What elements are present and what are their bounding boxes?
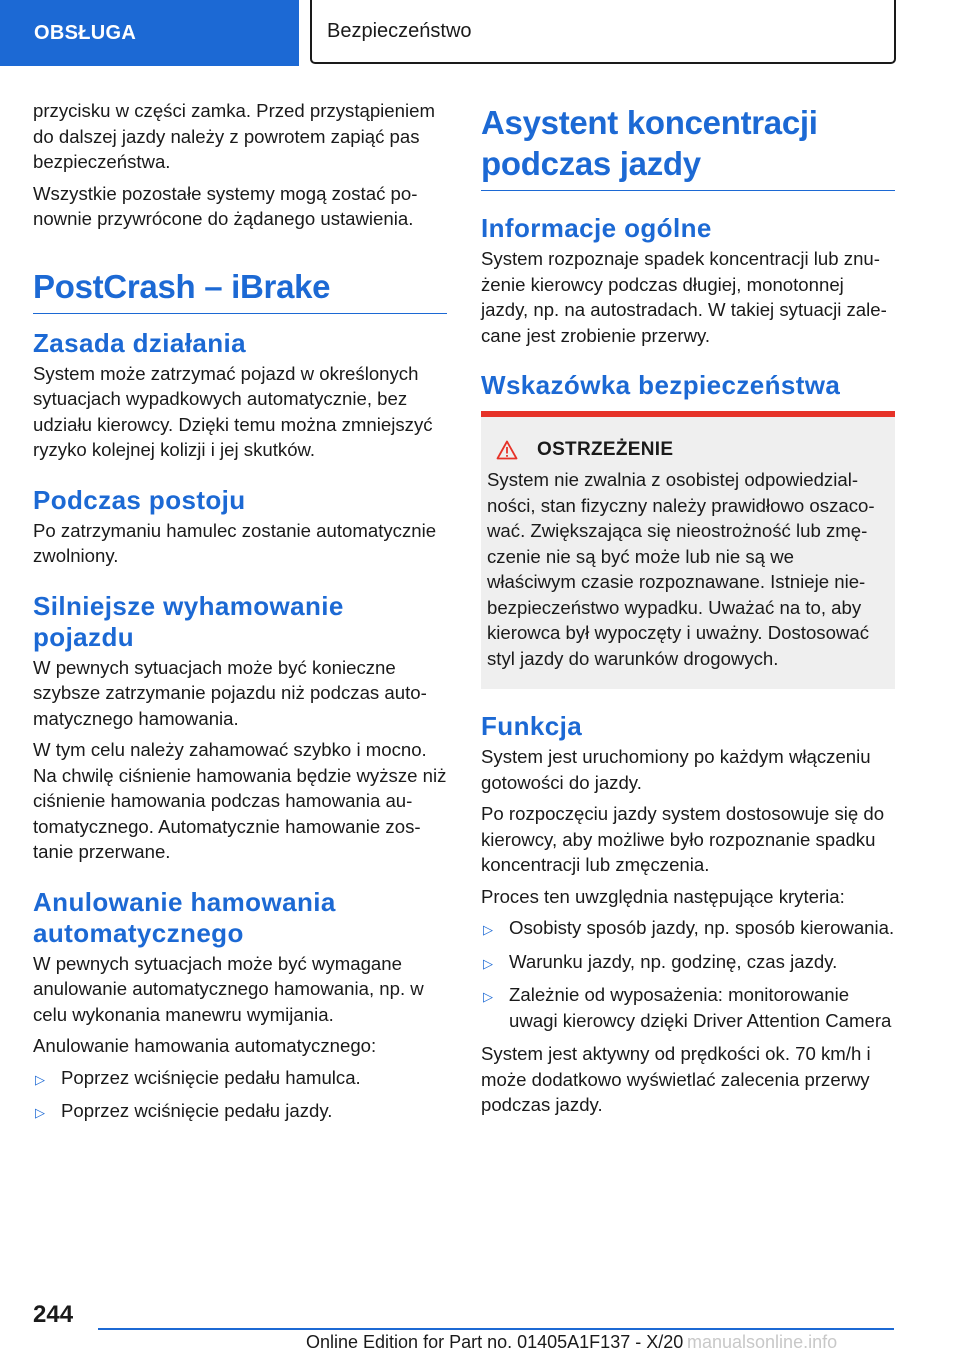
paragraph: Wszystkie pozostałe systemy mogą zostać ponownie przywrócone do żądanego ustawienia. bbox=[33, 182, 418, 229]
warning-box bbox=[481, 411, 895, 689]
left-column bbox=[33, 98, 447, 1132]
heading-zasada: Zasada działania bbox=[33, 327, 247, 358]
section-title-postcrash: PostCrash – iBrake bbox=[33, 266, 447, 314]
warning-triangle-icon bbox=[496, 440, 518, 460]
paragraph: System może zatrzymać pojazd w określonych sytuacjach wypadkowych automatycznie, bez udziału kierowcy. Dzięki temu można zmniejszyć ryzyko kolejnej kolizji i jej skutków. bbox=[33, 362, 433, 460]
warning-title: OSTRZEŻENIE bbox=[537, 439, 674, 460]
triangle-right-icon: ▷ bbox=[35, 1071, 45, 1087]
paragraph: Anulowanie hamowania automatycznego: bbox=[33, 1035, 377, 1056]
heading-anulowanie: Anulowanie hamowania automatycznego bbox=[33, 886, 336, 948]
heading-wskazowka: Wskazówka bezpieczeństwa bbox=[481, 370, 841, 400]
list-item-text: Osobisty sposób jazdy, np. sposób kierowania. bbox=[509, 917, 895, 938]
paragraph: przycisku w części zamka. Przed przystąpieniem do dalszej jazdy należy z powrotem zapiąć pas bezpieczeństwa. bbox=[33, 100, 435, 172]
list-item bbox=[481, 982, 895, 1033]
list-item bbox=[481, 949, 895, 975]
watermark: manualsonline.info bbox=[687, 1332, 838, 1352]
warning-text: System nie zwalnia z osobistej odpowiedzialności, stan fizyczny należy prawidłowo oszacować. Zwiększająca się nieostrożność lub zmęczenie nie są być może lub nie są we właściwym czasie rozpoznawane. Istnieje niebezpieczeństwo wypadku. Uważać na to, aby kierowca był wypoczęty i uważny. Dostosować styl jazdy do warunków drogowych. bbox=[487, 469, 875, 669]
triangle-right-icon: ▷ bbox=[483, 922, 493, 937]
list-item-text: Warunku jazdy, np. godzinę, czas jazdy. bbox=[509, 950, 838, 972]
triangle-right-icon: ▷ bbox=[483, 955, 493, 971]
heading-silniejsze: Silniejsze wyhamowanie pojazdu bbox=[33, 590, 344, 652]
list-item-text: Zależnie od wyposażenia: monitorowanie uwagi kierowcy dzięki Driver Attention Camera bbox=[509, 984, 892, 1031]
heading-postoj: Podczas postoju bbox=[33, 484, 246, 515]
page-number: 244 bbox=[33, 1301, 74, 1328]
triangle-right-icon: ▷ bbox=[483, 989, 493, 1004]
list-item bbox=[33, 1065, 447, 1091]
list-item bbox=[33, 1098, 447, 1124]
paragraph: Po rozpoczęciu jazdy system dostosowuje się do kierowcy, aby możliwe było rozpoznanie spadku koncentracji lub zmęczenia. bbox=[481, 803, 885, 875]
heading-informacje: Informacje ogólne bbox=[481, 213, 712, 243]
chapter-tab[interactable]: Bezpieczeństwo bbox=[310, 0, 896, 64]
paragraph: Po zatrzymaniu hamulec zostanie automatycznie zwolniony. bbox=[33, 519, 437, 566]
footer-divider bbox=[98, 1328, 894, 1330]
paragraph: System jest uruchomiony po każdym włączeniu gotowości do jazdy. bbox=[481, 746, 871, 793]
list-item-text: Poprzez wciśnięcie pedału jazdy. bbox=[61, 1100, 333, 1121]
warning-header bbox=[487, 439, 887, 461]
footer-edition: Online Edition for Part no. 01405A1F137 - X/20 bbox=[306, 1332, 684, 1352]
section-tab[interactable]: OBSŁUGA bbox=[0, 0, 299, 66]
paragraph: System rozpoznaje spadek koncentracji lub znużenie kierowcy podczas długiej, monotonnej jazdy, np. na autostradach. W takiej sytuacji zalecane jest zrobienie przerwy. bbox=[481, 248, 887, 346]
page-header bbox=[0, 0, 960, 66]
list-item-text: Poprzez wciśnięcie pedału hamulca. bbox=[61, 1066, 361, 1088]
paragraph: W pewnych sytuacjach może być konieczne szybsze zatrzymanie pojazdu niż podczas automatycznego hamowania. bbox=[33, 656, 427, 729]
paragraph: W tym celu należy zahamować szybko i mocno. Na chwilę ciśnienie hamowania będzie wyższe niż ciśnienie hamowania podczas hamowania automatycznego. Automatycznie hamowanie zostanie przerwane. bbox=[33, 739, 447, 862]
right-column bbox=[481, 98, 895, 1124]
paragraph: System jest aktywny od prędkości ok. 70 km/h i może dodatkowo wyświetlać zalecenia przerwy podczas jazdy. bbox=[481, 1043, 871, 1115]
paragraph: Proces ten uwzględnia następujące kryteria: bbox=[481, 885, 845, 907]
list-item bbox=[481, 915, 895, 941]
heading-funkcja: Funkcja bbox=[481, 711, 583, 741]
bullet-list bbox=[481, 915, 895, 1033]
paragraph: W pewnych sytuacjach może być wymagane anulowanie automatycznego hamowania, np. w celu wykonania manewru wymijania. bbox=[33, 952, 424, 1025]
triangle-right-icon: ▷ bbox=[35, 1105, 45, 1120]
section-title-asystent: Asystent koncentracji podczas jazdy bbox=[481, 102, 895, 191]
bullet-list bbox=[33, 1065, 447, 1124]
